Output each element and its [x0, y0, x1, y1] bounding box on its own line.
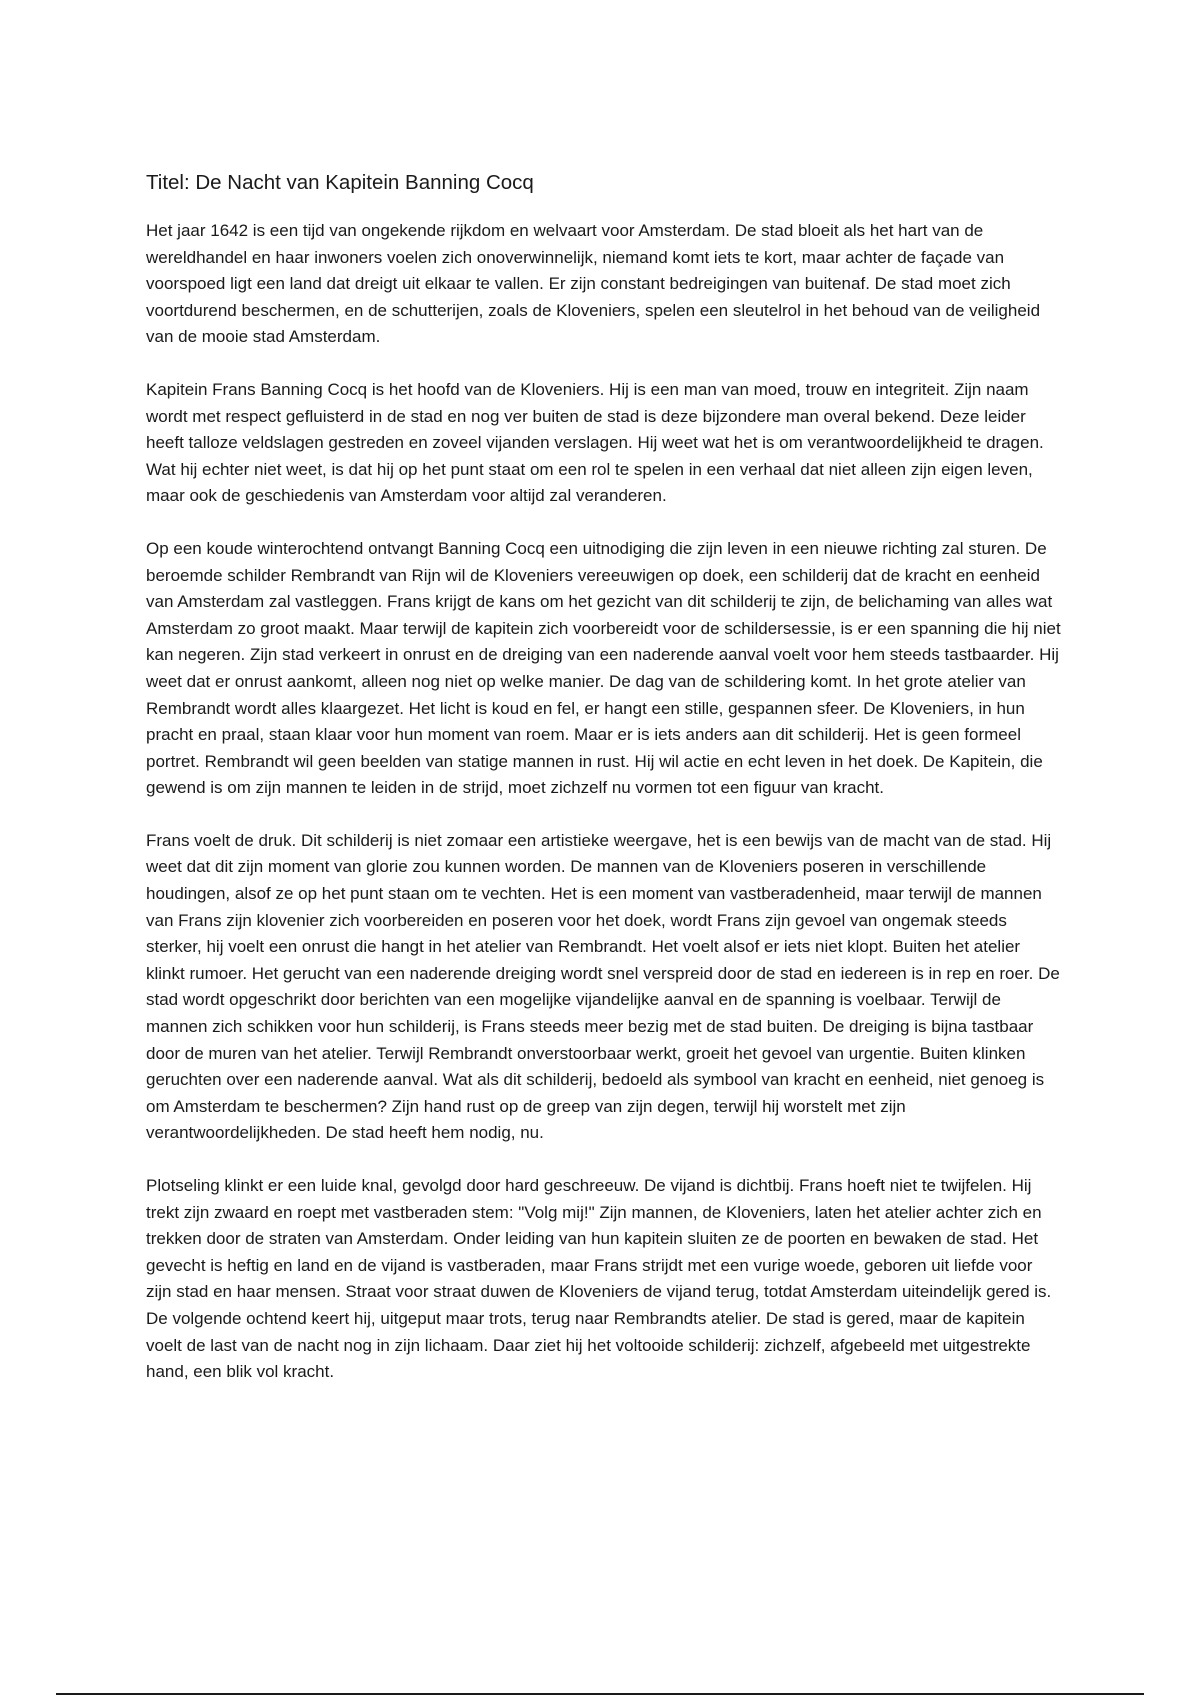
paragraph-battle: Plotseling klinkt er een luide knal, gevolgd door hard geschreeuw. De vijand is dichtbij. Frans hoeft niet te twijfelen. Hij trekt zijn zwaard en roept met vastberaden stem: "Volg mij!" Zijn mannen, de Kloveniers, laten het atelier achter zich en trekken door de straten van Amsterdam. Onder leiding van hun kapitein sluiten ze de poorten en bewaken de stad. Het gevecht is heftig en land en de vijand is vastberaden, maar Frans strijdt met een vurige woede, geboren uit liefde voor zijn stad en haar mensen. Straat voor straat duwen de Kloveniers de vijand terug, totdat Amsterdam uiteindelijk gered is. De volgende ochtend keert hij, uitgeput maar trots, terug naar Rembrandts atelier. De stad is gered, maar de kapitein voelt de last van de nacht nog in zijn lichaam. Daar ziet hij het voltooide schilderij: zichzelf, afgebeeld met uitgestrekte hand, een blik vol kracht. — [146, 1176, 1052, 1382]
paragraph-pressure: Frans voelt de druk. Dit schilderij is niet zomaar een artistieke weergave, het is een bewijs van de macht van de stad. Hij weet dat dit zijn moment van glorie zou kunnen worden. De mannen van de Kloveniers poseren in verschillende houdingen, alsof ze op het punt staan om te vechten. Het is een moment van vastberadenheid, maar terwijl de mannen van Frans zijn klovenier zich voorbereiden en poseren voor het doek, wordt Frans zijn gevoel van ongemak steeds sterker, hij voelt een onrust die hangt in het atelier van Rembrandt. Het voelt alsof er iets niet klopt. Buiten het atelier klinkt rumoer. Het gerucht van een naderende dreiging wordt snel verspreid door de stad en iedereen is in rep en roer. De stad wordt opgeschrikt door berichten van een mogelijke vijandelijke aanval en de spanning is voelbaar. Terwijl de mannen zich schikken voor hun schilderij, is Frans steeds meer bezig met de stad buiten. De dreiging is bijna tastbaar door de muren van het atelier. Terwijl Rembrandt onverstoorbaar werkt, groeit het gevoel van urgentie. Buiten klinken geruchten over een naderende aanval. Wat als dit schilderij, bedoeld als symbool van kracht en eenheid, niet genoeg is om Amsterdam te beschermen? Zijn hand rust op de greep van zijn degen, terwijl hij worstelt met zijn verantwoordelijkheden. De stad heeft hem nodig, nu. — [146, 830, 1060, 1143]
paragraph-invitation: Op een koude winterochtend ontvangt Banning Cocq een uitnodiging die zijn leven in een nieuwe richting zal sturen. De beroemde schilder Rembrandt van Rijn wil de Kloveniers vereeuwigen op doek, een schilderij dat de kracht en eenheid van Amsterdam zal vastleggen. Frans krijgt de kans om het gezicht van dit schilderij te zijn, de belichaming van alles wat Amsterdam zo groot maakt. Maar terwijl de kapitein zich voorbereidt voor de schildersessie, is er een spanning die hij niet kan negeren. Zijn stad verkeert in onrust en de dreiging van een naderende aanval voelt voor hem steeds tastbaarder. Hij weet dat er onrust aankomt, alleen nog niet op welke manier. De dag van de schildering komt. In het grote atelier van Rembrandt wordt alles klaargezet. Het licht is koud en fel, er hangt een stille, gespannen sfeer. De Kloveniers, in hun pracht en praal, staan klaar voor hun moment van roem. Maar er is iets anders aan dit schilderij. Het is geen formeel portret. Rembrandt wil geen beelden van statige mannen in rust. Hij wil actie en echt leven in het doek. De Kapitein, die gewend is om zijn mannen te leiden in de strijd, moet zichzelf nu vormen tot een figuur van kracht. — [146, 538, 1061, 798]
paragraph-intro: Het jaar 1642 is een tijd van ongekende rijkdom en welvaart voor Amsterdam. De stad bloeit als het hart van de wereldhandel en haar inwoners voelen zich onoverwinnelijk, niemand komt iets te kort, maar achter de façade van voorspoed ligt een land dat dreigt uit elkaar te vallen. Er zijn constant bedreigingen van buitenaf. De stad moet zich voortdurend beschermen, en de schutterijen, zoals de Kloveniers, spelen een sleutelrol in het behoud van de veiligheid van de mooie stad Amsterdam. — [146, 221, 1041, 347]
document-title: Titel: De Nacht van Kapitein Banning Cocq — [146, 171, 534, 194]
footer-divider — [56, 1693, 1144, 1695]
document-body — [146, 170, 1061, 1412]
paragraph-captain: Kapitein Frans Banning Cocq is het hoofd van de Kloveniers. Hij is een man van moed, trouw en integriteit. Zijn naam wordt met respect gefluisterd in de stad en nog ver buiten de stad is deze bijzondere man overal bekend. Deze leider heeft talloze veldslagen gestreden en zoveel vijanden verslagen. Hij weet wat het is om verantwoordelijkheid te dragen. Wat hij echter niet weet, is dat hij op het punt staat om een rol te spelen in een verhaal dat niet alleen zijn eigen leven, maar ook de geschiedenis van Amsterdam voor altijd zal veranderen. — [146, 379, 1044, 506]
